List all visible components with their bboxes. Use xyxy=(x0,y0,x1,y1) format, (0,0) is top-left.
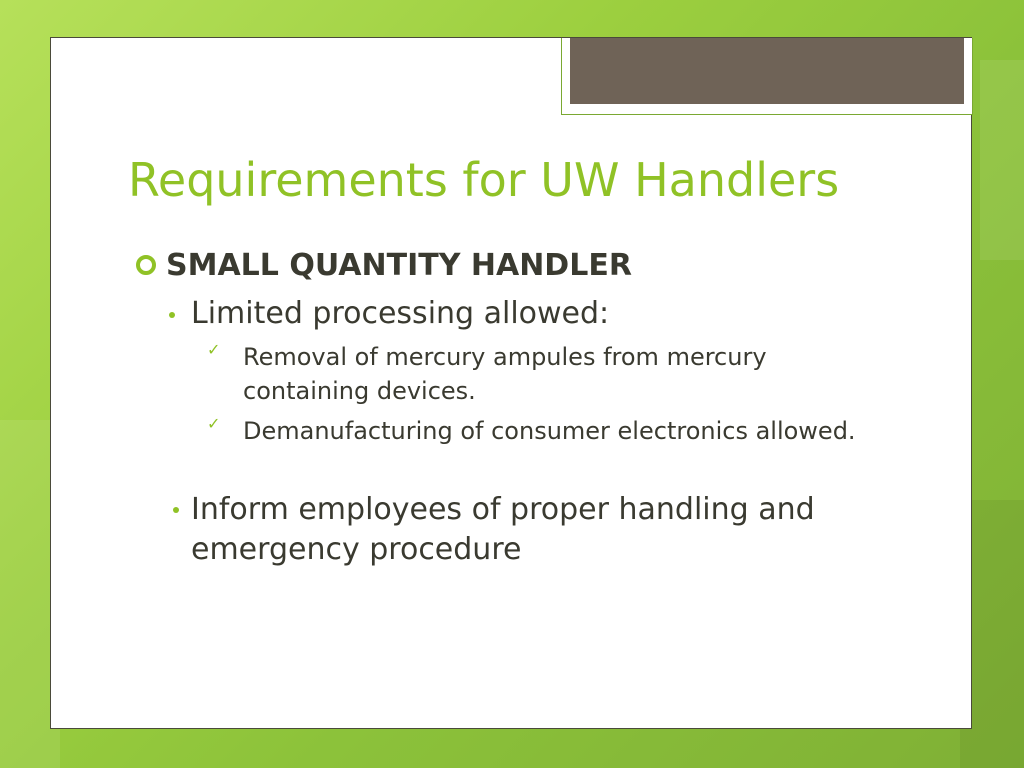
checkmark-icon: ✓ xyxy=(207,414,221,433)
sub-bullet-text: Removal of mercury ampules from mercury containing devices. xyxy=(243,343,767,405)
checkmark-icon: ✓ xyxy=(207,340,221,359)
sub-bullet-text: Demanufacturing of consumer electronics allowed. xyxy=(243,417,856,445)
dot-bullet-icon xyxy=(173,507,179,513)
slide-title: Requirements for UW Handlers xyxy=(128,153,840,207)
bullet-text: Inform employees of proper handling and emergency procedure xyxy=(191,492,815,567)
section-heading: SMALL QUANTITY HANDLER xyxy=(166,248,632,283)
ring-bullet-icon xyxy=(136,255,156,275)
header-tab-fill xyxy=(570,38,964,104)
bullet-text: Limited processing allowed: xyxy=(191,296,610,331)
background-tile xyxy=(980,60,1024,260)
dot-bullet-icon xyxy=(169,312,175,318)
header-tab xyxy=(561,38,973,115)
